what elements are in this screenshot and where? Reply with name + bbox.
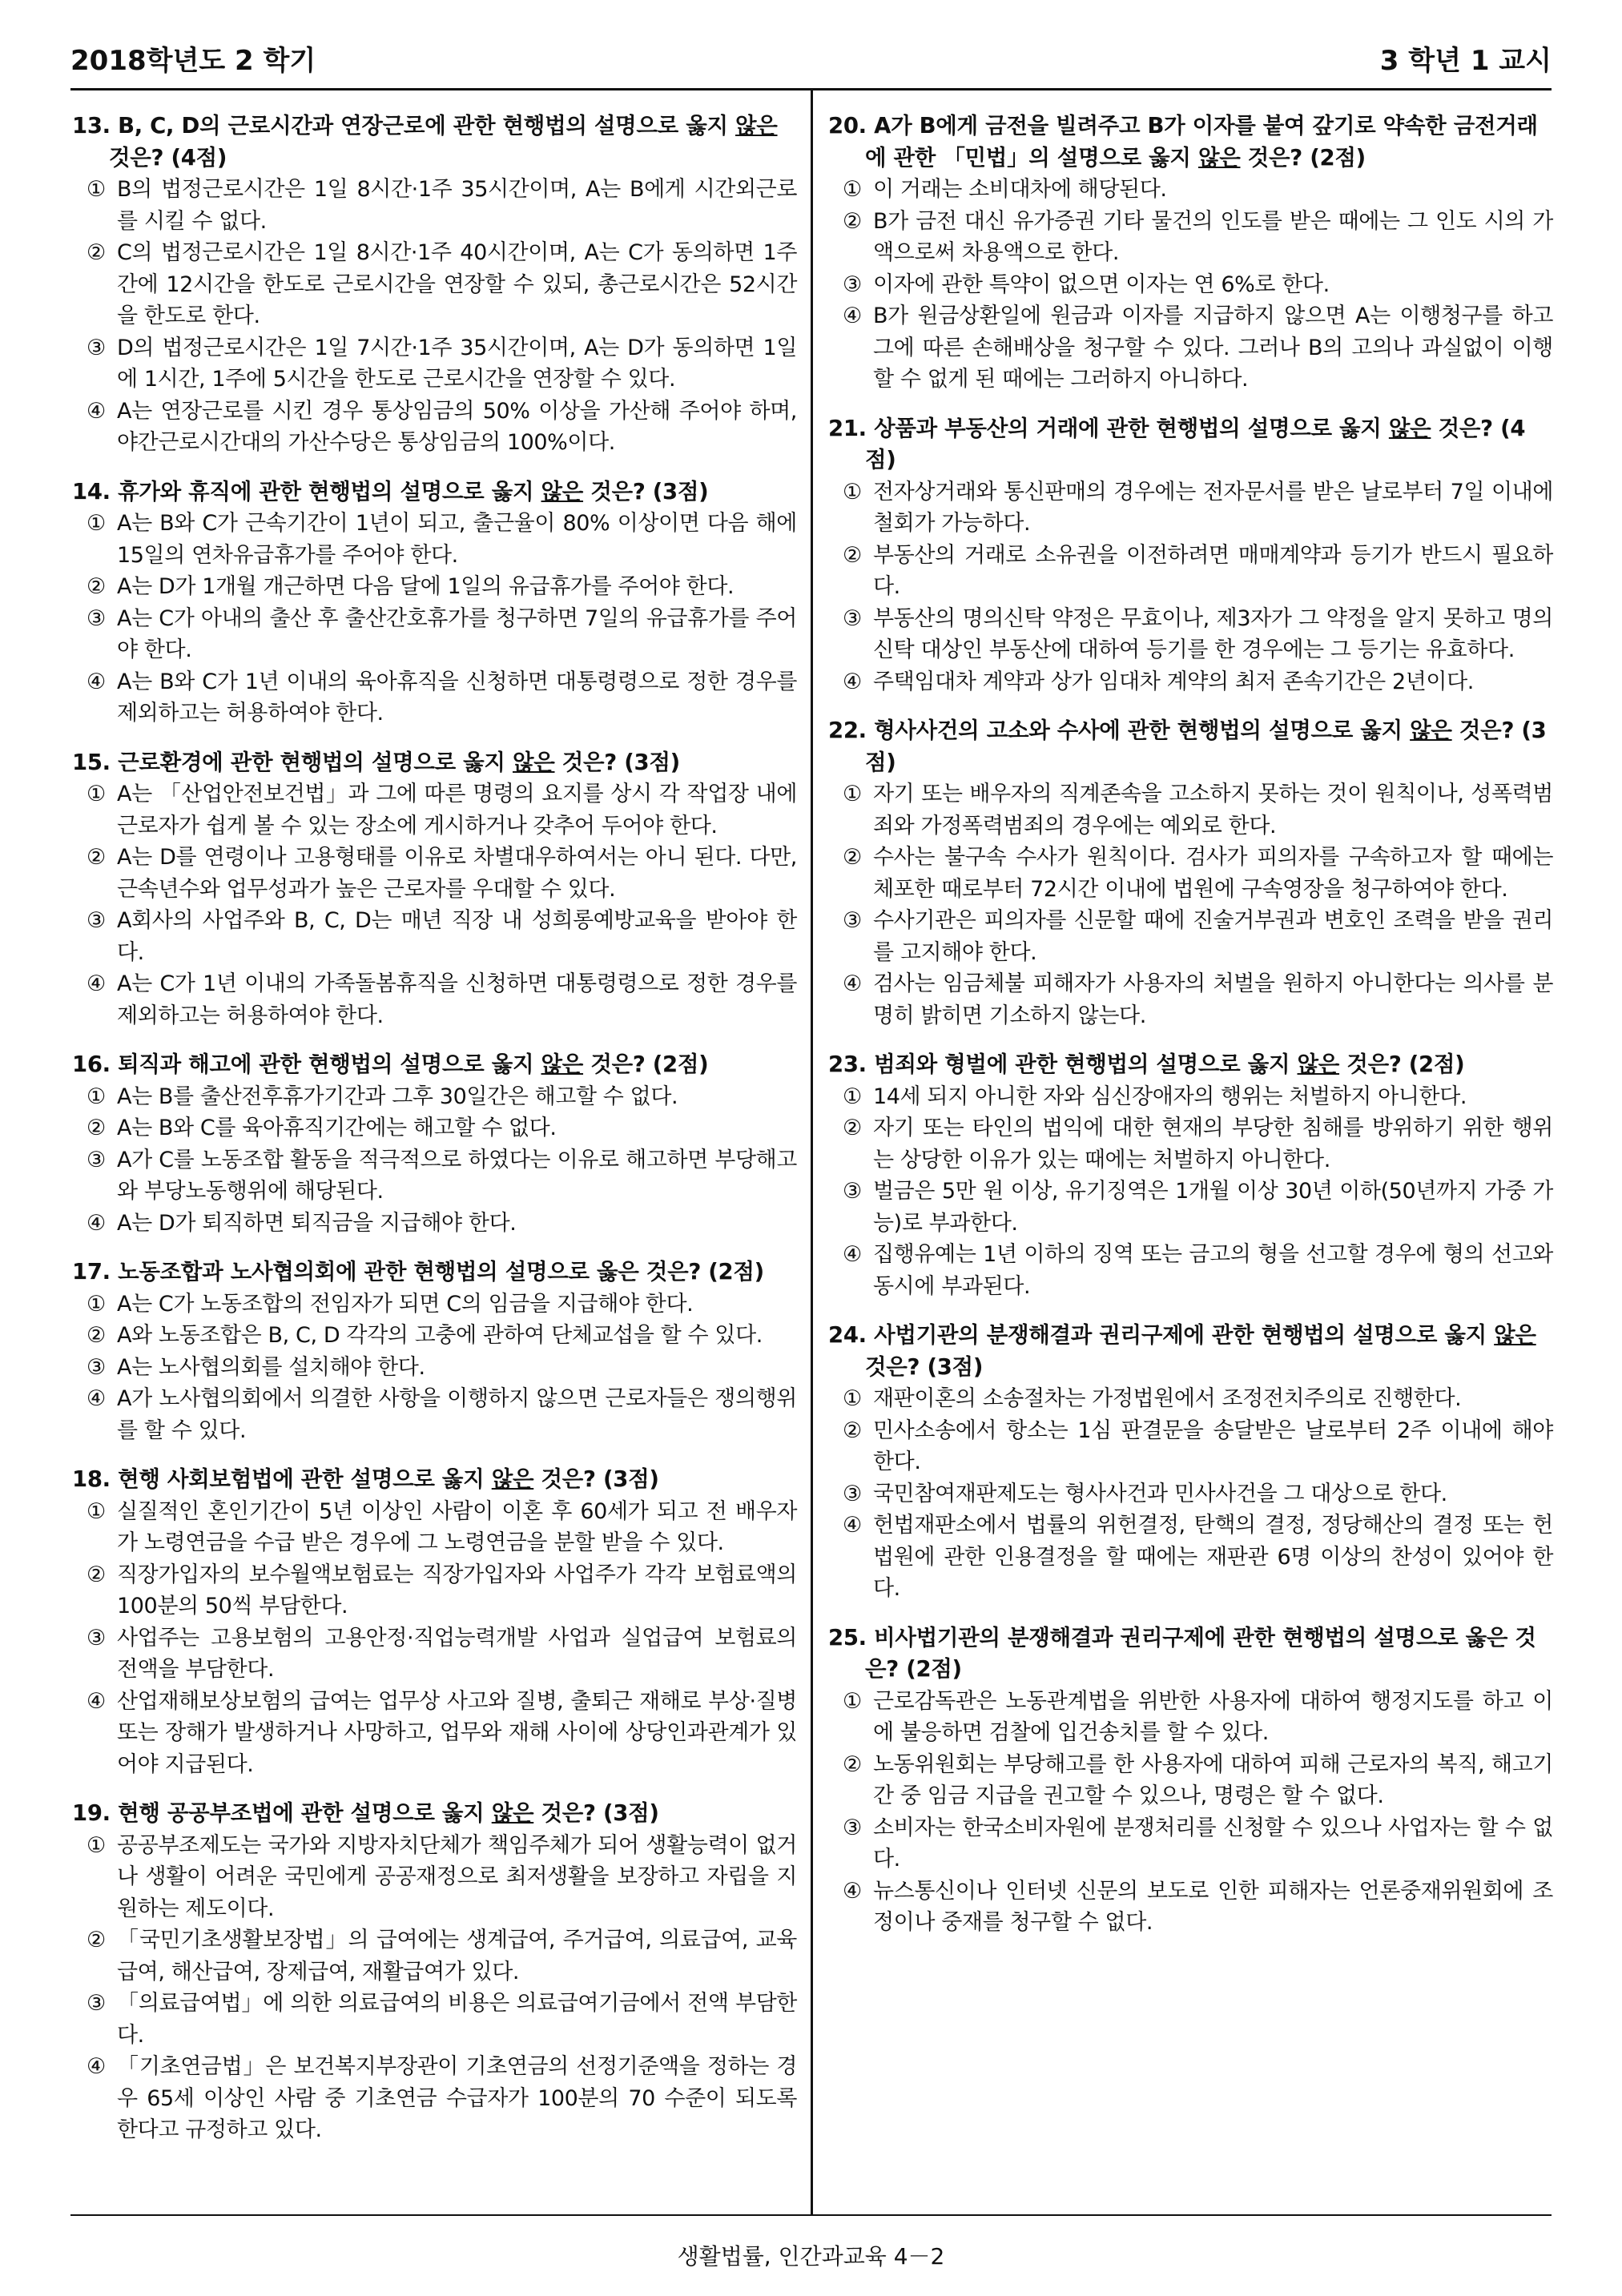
- option-3: ③ 「의료급여법」에 의한 의료급여의 비용은 의료급여기금에서 전액 부담한다.: [87, 1991, 797, 2048]
- question-21: [828, 413, 1553, 698]
- option-2: ② B가 금전 대신 유가증권 기타 물건의 인도를 받은 때에는 그 인도 시의 가액으로써 차용액으로 한다.: [843, 208, 1553, 265]
- question-stem: 17. 노동조합과 노사협의회에 관한 현행법의 설명으로 옳은 것은? (2점): [72, 1259, 764, 1285]
- question-23: [828, 1049, 1553, 1302]
- option-1: ① 자기 또는 배우자의 직계존속을 고소하지 못하는 것이 원칙이나, 성폭력범죄와 가정폭력범죄의 경우에는 예외로 한다.: [843, 782, 1553, 838]
- question-24: [828, 1320, 1553, 1605]
- option-4: ④ A는 B와 C가 1년 이내의 육아휴직을 신청하면 대통령령으로 정한 경우를 제외하고는 허용하여야 한다.: [87, 669, 797, 726]
- option-3: ③ 벌금은 5만 원 이상, 유기징역은 1개월 이상 30년 이하(50년까지 가중 가능)로 부과한다.: [843, 1179, 1553, 1236]
- option-4: ④ A는 연장근로를 시킨 경우 통상임금의 50% 이상을 가산해 주어야 하며, 야간근로시간대의 가산수당은 통상임금의 100%이다.: [87, 398, 797, 455]
- option-3: ③ 이자에 관한 특약이 없으면 이자는 연 6%로 한다.: [843, 271, 1330, 297]
- question-stem: 24. 사법기관의 분쟁해결과 권리구제에 관한 현행법의 설명으로 옳지 않은 것은? (3점): [828, 1322, 1536, 1380]
- question-stem: 15. 근로환경에 관한 현행법의 설명으로 옳지 않은 것은? (3점): [72, 749, 680, 775]
- option-1: ① A는 B와 C가 근속기간이 1년이 되고, 출근율이 80% 이상이면 다음 해에 15일의 연차유급휴가를 주어야 한다.: [87, 511, 797, 568]
- column-divider: [811, 90, 813, 2214]
- grade-period-label: 3 학년 1 교시: [1379, 45, 1552, 77]
- option-2: ② A와 노동조합은 B, C, D 각각의 고충에 관하여 단체교섭을 할 수 있다.: [87, 1323, 763, 1348]
- option-3: ③ 부동산의 명의신탁 약정은 무효이나, 제3자가 그 약정을 알지 못하고 명의신탁 대상인 부동산에 대하여 등기를 한 경우에는 그 등기는 유효하다.: [843, 605, 1553, 662]
- footer-rule: [70, 2214, 1552, 2216]
- option-4: ④ A가 노사협의회에서 의결한 사항을 이행하지 않으면 근로자들은 쟁의행위를 할 수 있다.: [87, 1386, 797, 1443]
- left-column: [72, 111, 797, 2164]
- option-4: ④ 헌법재판소에서 법률의 위헌결정, 탄핵의 결정, 정당해산의 결정 또는 헌법원에 관한 인용결정을 할 때에는 재판관 6명 이상의 찬성이 있어야 한다.: [843, 1513, 1553, 1601]
- option-4: ④ B가 원금상환일에 원금과 이자를 지급하지 않으면 A는 이행청구를 하고 그에 따른 손해배상을 청구할 수 있다. 그러나 B의 고의나 과실없이 이행할 수 없게 된 때에는 그러하지 아니하다.: [843, 304, 1553, 392]
- question-stem: 13. B, C, D의 근로시간과 연장근로에 관한 현행법의 설명으로 옳지 않은 것은? (4점): [72, 113, 778, 171]
- question-25: [828, 1622, 1553, 1939]
- option-2: ② 「국민기초생활보장법」의 급여에는 생계급여, 주거급여, 의료급여, 교육급여, 해산급여, 장제급여, 재활급여가 있다.: [87, 1928, 797, 1984]
- option-2: ② 수사는 불구속 수사가 원칙이다. 검사가 피의자를 구속하고자 할 때에는 체포한 때로부터 72시간 이내에 법원에 구속영장을 청구하여야 한다.: [843, 845, 1553, 902]
- option-2: ② A는 B와 C를 육아휴직기간에는 해고할 수 없다.: [87, 1116, 557, 1140]
- option-1: ① 이 거래는 소비대차에 해당된다.: [843, 177, 1167, 202]
- option-1: ① B의 법정근로시간은 1일 8시간·1주 35시간이며, A는 B에게 시간외근로를 시킬 수 없다.: [87, 177, 797, 234]
- option-2: ② A는 D가 1개월 개근하면 다음 달에 1일의 유급휴가를 주어야 한다.: [87, 574, 735, 599]
- option-3: ③ A는 노사협의회를 설치해야 한다.: [87, 1354, 425, 1380]
- option-3: ③ 소비자는 한국소비자원에 분쟁처리를 신청할 수 있으나 사업자는 할 수 없다.: [843, 1815, 1553, 1872]
- option-2: ② 노동위원회는 부당해고를 한 사용자에 대하여 피해 근로자의 복직, 해고기간 중 임금 지급을 권고할 수 있으나, 명령은 할 수 없다.: [843, 1751, 1553, 1808]
- option-4: ④ 주택임대차 계약과 상가 임대차 계약의 최저 존속기간은 2년이다.: [843, 669, 1474, 694]
- option-2: ② C의 법정근로시간은 1일 8시간·1주 40시간이며, A는 C가 동의하면 1주간에 12시간을 한도로 근로시간을 연장할 수 있되, 총근로시간은 52시간을 한도로 한다.: [87, 240, 797, 328]
- question-13: [72, 111, 797, 459]
- option-4: ④ 뉴스통신이나 인터넷 신문의 보도로 인한 피해자는 언론중재위원회에 조정이나 중재를 청구할 수 없다.: [843, 1878, 1553, 1935]
- question-20: [828, 111, 1553, 396]
- option-1: ① 근로감독관은 노동관계법을 위반한 사용자에 대하여 행정지도를 하고 이에 불응하면 검찰에 입건송치를 할 수 있다.: [843, 1688, 1553, 1745]
- option-3: ③ 국민참여재판제도는 형사사건과 민사사건을 그 대상으로 한다.: [843, 1481, 1447, 1506]
- question-15: [72, 747, 797, 1032]
- option-1: ① A는 C가 노동조합의 전임자가 되면 C의 임금을 지급해야 한다.: [87, 1291, 694, 1317]
- option-1: ① 공공부조제도는 국가와 지방자치단체가 책임주체가 되어 생활능력이 없거나 생활이 어려운 국민에게 공공재정으로 최저생활을 보장하고 자립을 지원하는 제도이다.: [87, 1832, 797, 1921]
- option-3: ③ 수사기관은 피의자를 신문할 때에 진술거부권과 변호인 조력을 받을 권리를 고지해야 한다.: [843, 908, 1553, 965]
- question-18: [72, 1464, 797, 1780]
- option-4: ④ 검사는 임금체불 피해자가 사용자의 처벌을 원하지 아니한다는 의사를 분명히 밝히면 기소하지 않는다.: [843, 971, 1553, 1028]
- question-stem: 21. 상품과 부동산의 거래에 관한 현행법의 설명으로 옳지 않은 것은? (4점): [828, 415, 1526, 472]
- question-stem: 19. 현행 공공부조법에 관한 설명으로 옳지 않은 것은? (3점): [72, 1800, 659, 1826]
- option-3: ③ D의 법정근로시간은 1일 7시간·1주 35시간이며, A는 D가 동의하면 1일에 1시간, 1주에 5시간을 한도로 근로시간을 연장할 수 있다.: [87, 335, 797, 392]
- question-22: [828, 715, 1553, 1031]
- option-3: ③ A회사의 사업주와 B, C, D는 매년 직장 내 성희롱예방교육을 받아야 한다.: [87, 908, 797, 965]
- page-footer: 생활법률, 인간과교육 4－2: [677, 2243, 945, 2270]
- option-4: ④ A는 D가 퇴직하면 퇴직금을 지급해야 한다.: [87, 1210, 517, 1236]
- question-19: [72, 1798, 797, 2146]
- question-16: [72, 1049, 797, 1239]
- option-1: ① 전자상거래와 통신판매의 경우에는 전자문서를 받은 날로부터 7일 이내에 철회가 가능하다.: [843, 479, 1553, 536]
- option-1: ① 재판이혼의 소송절차는 가정법원에서 조정전치주의로 진행한다.: [843, 1386, 1462, 1411]
- right-column: [828, 111, 1553, 1956]
- option-4: ④ 집행유예는 1년 이하의 징역 또는 금고의 형을 선고할 경우에 형의 선고와 동시에 부과된다.: [843, 1242, 1553, 1299]
- question-14: [72, 476, 797, 730]
- option-2: ② 직장가입자의 보수월액보험료는 직장가입자와 사업주가 각각 보험료액의 100분의 50씩 부담한다.: [87, 1562, 797, 1618]
- question-stem: 14. 휴가와 휴직에 관한 현행법의 설명으로 옳지 않은 것은? (3점): [72, 478, 709, 505]
- question-stem: 16. 퇴직과 해고에 관한 현행법의 설명으로 옳지 않은 것은? (2점): [72, 1051, 709, 1077]
- option-2: ② A는 D를 연령이나 고용형태를 이유로 차별대우하여서는 아니 된다. 다만, 근속년수와 업무성과가 높은 근로자를 우대할 수 있다.: [87, 845, 797, 902]
- page-header: [70, 38, 1552, 86]
- option-2: ② 부동산의 거래로 소유권을 이전하려면 매매계약과 등기가 반드시 필요하다.: [843, 542, 1553, 599]
- option-1: ① 14세 되지 아니한 자와 심신장애자의 행위는 처벌하지 아니한다.: [843, 1084, 1467, 1109]
- option-1: ① A는 「산업안전보건법」과 그에 따른 명령의 요지를 상시 각 작업장 내에 근로자가 쉽게 볼 수 있는 장소에 게시하거나 갖추어 두어야 한다.: [87, 782, 797, 838]
- option-4: ④ 산업재해보상보험의 급여는 업무상 사고와 질병, 출퇴근 재해로 부상·질병 또는 장해가 발생하거나 사망하고, 업무와 재해 사이에 상당인과관계가 있어야 지급된다.: [87, 1688, 797, 1777]
- option-1: ① 실질적인 혼인기간이 5년 이상인 사람이 이혼 후 60세가 되고 전 배우자가 노령연금을 수급 받은 경우에 그 노령연금을 분할 받을 수 있다.: [87, 1498, 797, 1555]
- option-1: ① A는 B를 출산전후휴가기간과 그후 30일간은 해고할 수 없다.: [87, 1084, 678, 1109]
- option-3: ③ 사업주는 고용보험의 고용안정·직업능력개발 사업과 실업급여 보험료의 전액을 부담한다.: [87, 1625, 797, 1682]
- question-stem: 18. 현행 사회보험법에 관한 설명으로 옳지 않은 것은? (3점): [72, 1466, 659, 1492]
- question-17: [72, 1257, 797, 1446]
- question-stem: 25. 비사법기관의 분쟁해결과 권리구제에 관한 현행법의 설명으로 옳은 것은? (2점): [828, 1624, 1536, 1682]
- option-4: ④ A는 C가 1년 이내의 가족돌봄휴직을 신청하면 대통령령으로 정한 경우를 제외하고는 허용하여야 한다.: [87, 971, 797, 1028]
- question-stem: 23. 범죄와 형벌에 관한 현행법의 설명으로 옳지 않은 것은? (2점): [828, 1051, 1465, 1077]
- option-2: ② 민사소송에서 항소는 1심 판결문을 송달받은 날로부터 2주 이내에 해야 한다.: [843, 1417, 1553, 1474]
- question-stem: 20. A가 B에게 금전을 빌려주고 B가 이자를 붙여 갚기로 약속한 금전거래에 관한 「민법」의 설명으로 옳지 않은 것은? (2점): [828, 113, 1538, 171]
- option-4: ④ 「기초연금법」은 보건복지부장관이 기초연금의 선정기준액을 정하는 경우 65세 이상인 사람 중 기초연금 수급자가 100분의 70 수준이 되도록 한다고 규정하고 있다.: [87, 2054, 797, 2142]
- term-label: 2018학년도 2 학기: [70, 45, 316, 77]
- question-stem: 22. 형사사건의 고소와 수사에 관한 현행법의 설명으로 옳지 않은 것은? (3점): [828, 718, 1547, 775]
- option-2: ② 자기 또는 타인의 법익에 대한 현재의 부당한 침해를 방위하기 위한 행위는 상당한 이유가 있는 때에는 처벌하지 아니한다.: [843, 1116, 1553, 1172]
- option-3: ③ A는 C가 아내의 출산 후 출산간호휴가를 청구하면 7일의 유급휴가를 주어야 한다.: [87, 605, 797, 662]
- option-3: ③ A가 C를 노동조합 활동을 적극적으로 하였다는 이유로 해고하면 부당해고와 부당노동행위에 해당된다.: [87, 1147, 797, 1204]
